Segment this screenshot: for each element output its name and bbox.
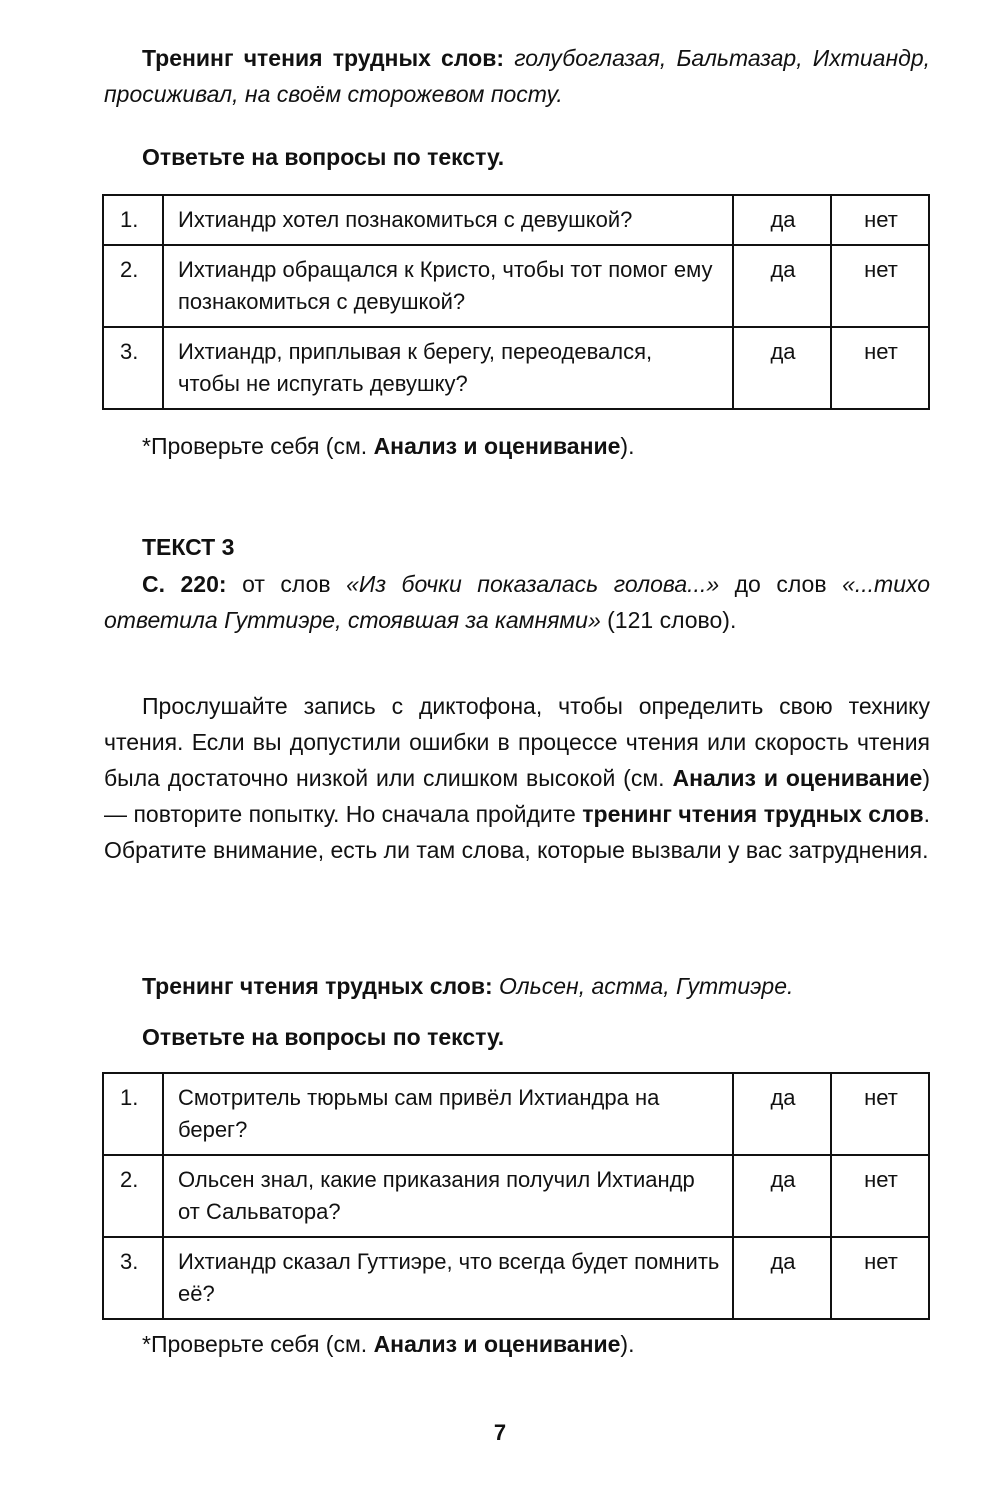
text3-title: ТЕКСТ 3 (142, 534, 235, 560)
question-number: 3. (103, 1237, 163, 1319)
text3-instructions: Прослушайте запись с диктофона, чтобы определить свою технику чтения. Если вы допустили ошибки в процессе чтения или скорость чтения была достаточно низкой или слишком высокой (см. Анализ и оценивание) — повторите попытку. Но сначала пройдите тренинг чтения трудных слов. Обратите внимание, есть ли там слова, которые вызвали у вас затруднения. (104, 693, 931, 863)
table-row (103, 245, 929, 327)
answer-yes[interactable]: да (733, 1237, 831, 1319)
table-row (103, 327, 929, 409)
training-label: Тренинг чтения трудных слов: (142, 45, 505, 71)
answer-no[interactable]: нет (831, 1237, 929, 1319)
question-text: Ихтиандр обращался к Кристо, чтобы тот помог ему познакомиться с девушкой? (163, 245, 733, 327)
training-words-2: Тренинг чтения трудных слов: Ольсен, астма, Гуттиэре. (142, 973, 794, 999)
question-number: 3. (103, 327, 163, 409)
questions-heading-2: Ответьте на вопросы по тексту. (142, 1024, 505, 1050)
answer-yes[interactable]: да (733, 1073, 831, 1155)
training-words-list: голубоглазая, Бальтазар, Ихтиандр, просиживал, на своём сторожевом посту. (104, 45, 931, 107)
question-text: Ихтиандр сказал Гуттиэре, что всегда будет помнить её? (163, 1237, 733, 1319)
answer-yes[interactable]: да (733, 195, 831, 245)
answer-no[interactable]: нет (831, 1073, 929, 1155)
question-number: 1. (103, 1073, 163, 1155)
answer-no[interactable]: нет (831, 1155, 929, 1237)
questions-table-1 (102, 194, 930, 410)
question-number: 2. (103, 1155, 163, 1237)
table-row (103, 195, 929, 245)
table-row (103, 1073, 929, 1155)
answer-yes[interactable]: да (733, 327, 831, 409)
question-text: Смотритель тюрьмы сам привёл Ихтиандра на берег? (163, 1073, 733, 1155)
question-text: Ольсен знал, какие приказания получил Ихтиандр от Сальватора? (163, 1155, 733, 1237)
answer-no[interactable]: нет (831, 327, 929, 409)
page-number: 7 (493, 1420, 507, 1445)
table-row (103, 1155, 929, 1237)
answer-yes[interactable]: да (733, 1155, 831, 1237)
answer-no[interactable]: нет (831, 245, 929, 327)
question-text: Ихтиандр, приплывая к берегу, переодевался, чтобы не испугать девушку? (163, 327, 733, 409)
answer-no[interactable]: нет (831, 195, 929, 245)
question-text: Ихтиандр хотел познакомиться с девушкой? (163, 195, 733, 245)
question-number: 1. (103, 195, 163, 245)
questions-table-2 (102, 1072, 930, 1320)
self-check-2: *Проверьте себя (см. Анализ и оценивание). (142, 1331, 635, 1357)
text3-reference: С. 220: от слов «Из бочки показалась голова...» до слов «...тихо ответила Гуттиэре, стоявшая за камнями» (121 слово). (104, 571, 931, 633)
questions-heading-1: Ответьте на вопросы по тексту. (142, 144, 505, 170)
table-row (103, 1237, 929, 1319)
training-words-1 (104, 40, 930, 112)
self-check-1: *Проверьте себя (см. Анализ и оценивание). (142, 433, 635, 459)
question-number: 2. (103, 245, 163, 327)
answer-yes[interactable]: да (733, 245, 831, 327)
